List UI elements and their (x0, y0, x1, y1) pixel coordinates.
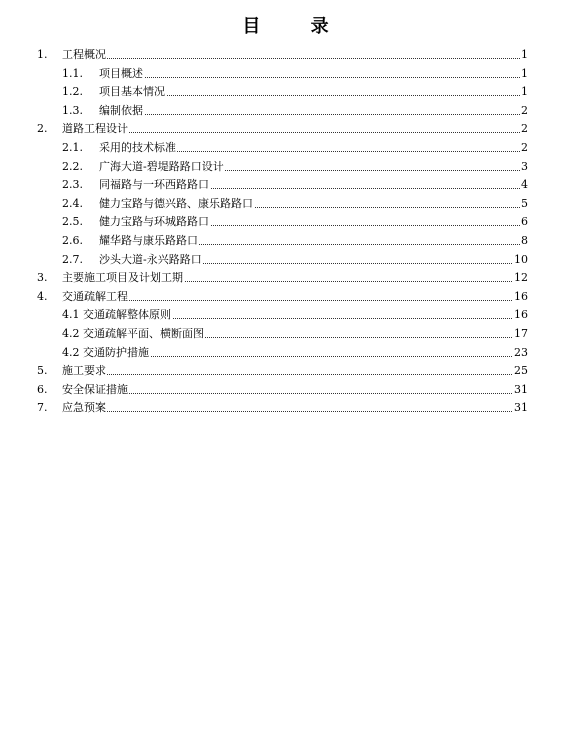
toc-entry-page: 10 (514, 252, 528, 266)
toc-title: 目 录 (242, 16, 351, 37)
toc-entry-label: 健力宝路与德兴路、康乐路路口 (99, 196, 253, 210)
toc-entry-label: 4.1 交通疏解整体原则 (62, 308, 171, 322)
toc-entry-number: 1. (37, 48, 48, 61)
toc-entry[interactable] (0, 177, 571, 193)
toc-entry-label: 4.2 交通防护措施 (62, 345, 149, 359)
toc-entry[interactable] (0, 84, 571, 100)
toc-entry-page: 8 (521, 234, 528, 247)
toc-entry-page: 1 (521, 85, 528, 99)
toc-entry-label: 项目基本情况 (99, 85, 165, 99)
toc-entry-page: 1 (521, 48, 528, 61)
toc-entry-page: 4 (521, 178, 528, 192)
toc-entry[interactable] (0, 289, 571, 305)
toc-entry-page: 6 (521, 215, 528, 229)
toc-entry-page: 12 (514, 271, 528, 285)
toc-entry-label: 项目概述 (99, 66, 143, 80)
toc-entry-number: 7. (37, 401, 48, 415)
toc-entry[interactable] (0, 252, 571, 268)
toc-entry[interactable] (0, 326, 571, 342)
toc-entry-label: 4.2 交通疏解平面、横断面图 (62, 327, 204, 340)
toc-entry[interactable] (0, 270, 571, 286)
toc-entry-label: 耀华路与康乐路路口 (99, 234, 198, 247)
toc-entry[interactable] (0, 196, 571, 212)
toc-entry-label: 道路工程设计 (62, 122, 128, 136)
toc-entry-label: 健力宝路与环城路路口 (99, 215, 209, 229)
toc-entry[interactable] (0, 363, 571, 379)
toc-entry-number: 1.1. (62, 66, 83, 80)
toc-entry-number: 2.4. (62, 196, 83, 210)
toc-entry-page: 23 (514, 345, 528, 359)
toc-entry-page: 2 (521, 122, 528, 136)
toc-dot-leader (62, 374, 528, 375)
toc-entry-page: 5 (521, 196, 528, 210)
toc-entry-page: 3 (521, 159, 528, 173)
toc-entry[interactable] (0, 47, 571, 63)
toc-entry-label: 采用的技术标准 (99, 141, 176, 154)
toc-dot-leader (62, 393, 528, 394)
toc-entry[interactable] (0, 103, 571, 119)
toc-entry-number: 2. (37, 122, 48, 136)
toc-entry-page: 17 (514, 327, 528, 340)
toc-entry-number: 2.5. (62, 215, 83, 229)
toc-entry-number: 3. (37, 271, 48, 285)
toc-entry-label: 编制依据 (99, 103, 143, 117)
toc-entry-label: 应急预案 (62, 401, 106, 415)
toc-entry-label: 安全保证措施 (62, 382, 128, 396)
toc-dot-leader (99, 77, 528, 78)
toc-dot-leader (99, 114, 528, 115)
toc-dot-leader (62, 300, 528, 301)
toc-entry[interactable] (0, 400, 571, 416)
toc-entry[interactable] (0, 159, 571, 175)
toc-dot-leader (62, 411, 528, 412)
toc-entry[interactable] (0, 121, 571, 137)
toc-entry-label: 工程概况 (62, 48, 106, 61)
toc-entry-label: 交通疏解工程 (62, 289, 128, 303)
toc-entry-label: 施工要求 (62, 364, 106, 378)
toc-entry-page: 25 (514, 364, 528, 378)
toc-entry-number: 1.3. (62, 103, 83, 117)
toc-entry-page: 2 (521, 141, 528, 154)
toc-entry[interactable] (0, 382, 571, 398)
toc-entry-page: 2 (521, 103, 528, 117)
toc-entry[interactable] (0, 233, 571, 249)
toc-entry-label: 主要施工项目及计划工期 (62, 271, 183, 285)
toc-entry-label: 广海大道-碧堤路路口设计 (99, 159, 224, 173)
toc-entry-number: 2.6. (62, 234, 83, 247)
toc-entry[interactable] (0, 345, 571, 361)
toc-entry[interactable] (0, 140, 571, 156)
toc-entry-page: 31 (514, 401, 528, 415)
toc-entry[interactable] (0, 214, 571, 230)
toc-dot-leader (62, 58, 528, 59)
toc-entry[interactable] (0, 307, 571, 323)
toc-entry-number: 4. (37, 289, 48, 303)
toc-entry-number: 2.3. (62, 178, 83, 192)
toc-entry-number: 2.1. (62, 141, 83, 154)
toc-entry-page: 1 (521, 66, 528, 80)
toc-entry-number: 5. (37, 364, 48, 378)
toc-entry-label: 沙头大道-永兴路路口 (99, 252, 202, 266)
toc-entry-page: 16 (514, 308, 528, 322)
toc-entry-number: 6. (37, 382, 48, 396)
toc-entry-page: 31 (514, 382, 528, 396)
toc-dot-leader (62, 132, 528, 133)
toc-entry-number: 1.2. (62, 85, 83, 99)
toc-entry-page: 16 (514, 289, 528, 303)
toc-entry-number: 2.2. (62, 159, 83, 173)
toc-entry-label: 同福路与一环西路路口 (99, 178, 209, 192)
toc-entry-number: 2.7. (62, 252, 83, 266)
toc-entry[interactable] (0, 66, 571, 82)
